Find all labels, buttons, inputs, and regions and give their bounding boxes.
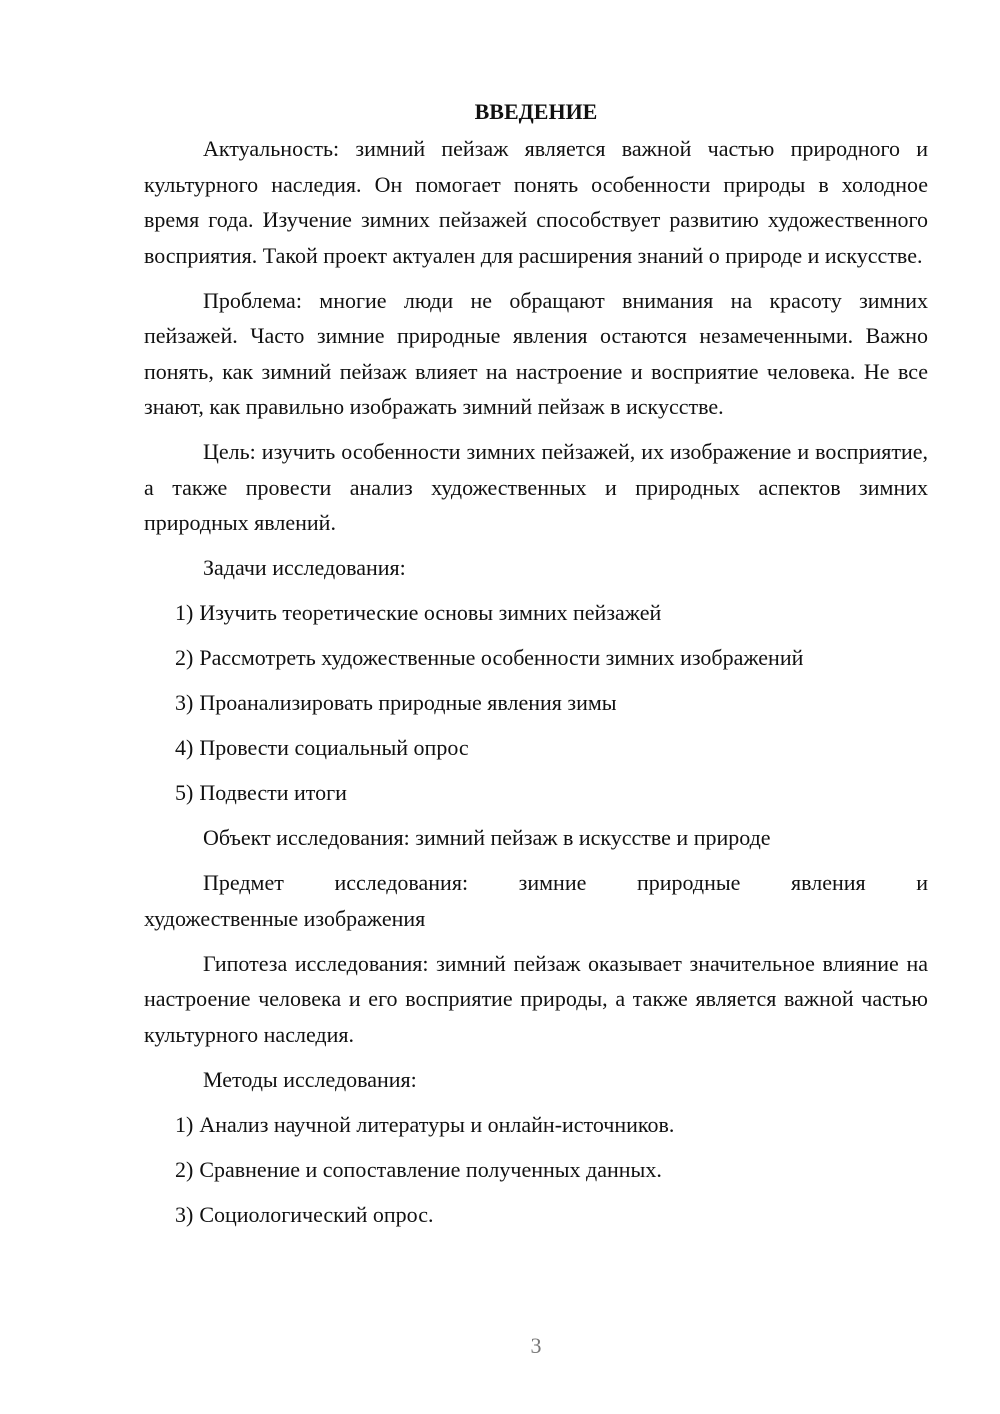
list-item-text: Сравнение и сопоставление полученных данных. bbox=[199, 1156, 662, 1182]
list-item-text: Рассмотреть художественные особенности зимних изображений bbox=[199, 645, 804, 670]
list-item-number: 1) bbox=[175, 600, 194, 625]
list-item bbox=[144, 1197, 928, 1233]
list-item-number: 4) bbox=[175, 735, 194, 760]
list-item-number: 5) bbox=[175, 780, 194, 805]
methods-heading: Методы исследования: bbox=[203, 1066, 417, 1092]
list-item-number: 3) bbox=[175, 690, 194, 715]
list-item-number: 2) bbox=[175, 645, 194, 670]
relevance-paragraph: Актуальность: зимний пейзаж является важной частью природного и культурного наследия. Он помогает понять особенности природы в холодное время года. Изучение зимних пейзажей способствует развитию художественного восприятия. Такой проект актуален для расширения знаний о природе и искусстве. bbox=[144, 136, 928, 268]
tasks-list bbox=[144, 595, 928, 811]
list-item bbox=[144, 775, 928, 811]
list-item bbox=[144, 685, 928, 721]
list-item-text: Подвести итоги bbox=[199, 780, 347, 805]
goal-paragraph: Цель: изучить особенности зимних пейзажей, их изображение и восприятие, а также провести анализ художественных и природных аспектов зимних природных явлений. bbox=[144, 439, 928, 535]
object-paragraph: Объект исследования: зимний пейзаж в искусстве и природе bbox=[203, 825, 771, 850]
list-item-number: 3) bbox=[175, 1201, 194, 1227]
tasks-heading: Задачи исследования: bbox=[203, 555, 406, 580]
list-item bbox=[144, 1152, 928, 1188]
list-item-text: Социологический опрос. bbox=[199, 1201, 434, 1227]
subject-line-1: Предмет исследования: зимние природные явления и bbox=[203, 870, 928, 895]
list-item-number: 2) bbox=[175, 1156, 194, 1182]
list-item bbox=[144, 595, 928, 631]
page-number: 3 bbox=[530, 1333, 542, 1358]
subject-paragraph bbox=[144, 865, 928, 936]
list-item-text: Провести социальный опрос bbox=[199, 735, 469, 760]
list-item-number: 1) bbox=[175, 1111, 194, 1137]
list-item-text: Изучить теоретические основы зимних пейзажей bbox=[199, 600, 662, 625]
problem-paragraph: Проблема: многие люди не обращают внимания на красоту зимних пейзажей. Часто зимние природные явления остаются незамеченными. Важно понять, как зимний пейзаж влияет на настроение и восприятие человека. Не все знают, как правильно изображать зимний пейзаж в искусстве. bbox=[144, 287, 928, 419]
list-item bbox=[144, 1107, 928, 1143]
list-item-text: Анализ научной литературы и онлайн-источников. bbox=[199, 1111, 675, 1137]
list-item bbox=[144, 640, 928, 676]
subject-line-2: художественные изображения bbox=[144, 905, 426, 931]
hypothesis-paragraph: Гипотеза исследования: зимний пейзаж оказывает значительное влияние на настроение человека и его восприятие природы, а также является важной частью культурного наследия. bbox=[144, 950, 928, 1047]
methods-list bbox=[144, 1107, 928, 1233]
page-content bbox=[144, 94, 928, 1242]
page-title: ВВЕДЕНИЕ bbox=[474, 99, 598, 124]
list-item bbox=[144, 730, 928, 766]
list-item-text: Проанализировать природные явления зимы bbox=[199, 690, 617, 715]
